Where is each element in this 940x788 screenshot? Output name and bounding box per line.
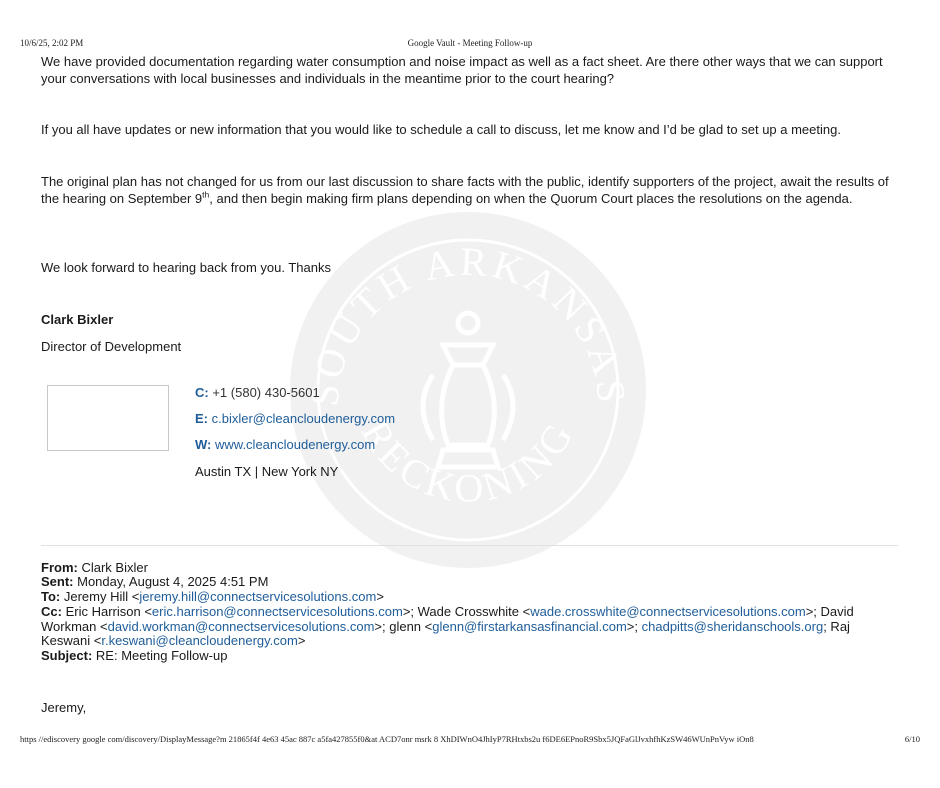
print-title: Google Vault - Meeting Follow-up: [407, 38, 533, 48]
watermark-top-text: SOUTH ARKANSAS: [301, 238, 635, 409]
paragraph-plan: [41, 174, 901, 207]
to-email-link[interactable]: jeremy.hill@connectservicesolutions.com: [139, 589, 377, 604]
from-label: From:: [41, 560, 78, 575]
cc-name-1: Eric Harrison <: [65, 604, 152, 619]
cc-email-link-3[interactable]: david.workman@connectservicesolutions.com: [107, 618, 375, 634]
signature-website: [195, 437, 375, 452]
cc-email-link-6[interactable]: r.keswani@cleancloudenergy.com: [101, 633, 298, 648]
lantern-icon: [423, 313, 513, 467]
paragraph-closing: We look forward to hearing back from you. Thanks: [41, 260, 331, 275]
watermark-bottom-text: RECKONING: [352, 412, 584, 511]
cc-name-2: >; Wade Crosswhite <: [402, 604, 531, 619]
sent-line: [41, 575, 901, 590]
signature-name: Clark Bixler: [41, 312, 114, 327]
subject-value: RE: Meeting Follow-up: [95, 648, 228, 663]
sent-value: Monday, August 4, 2025 4:51 PM: [77, 574, 269, 589]
to-name: Jeremy Hill <: [63, 589, 140, 604]
website-link[interactable]: www.cleancloudenergy.com: [215, 437, 376, 452]
print-url: https //ediscovery google com/discovery/DisplayMessage?m 21865f4f 4e63 45ac 887c a5fa427855f0&at ACD7onr msrk 8 XhDIWnO4JhIyP7RHtxbs2u f6DE6EPnoR9Sbx5JQFaGlJvxhfhKzSW46WUnPnVyw iOn8: [20, 734, 754, 744]
page-number: 6/10: [904, 734, 920, 744]
signature-phone: [195, 385, 320, 400]
ordinal-suffix: th: [202, 189, 210, 200]
subject-label: Subject:: [41, 648, 93, 663]
from-value: Clark Bixler: [81, 560, 148, 575]
paragraph-documentation: We have provided documentation regarding water consumption and noise impact as well as a fact sheet. Are there other ways that we can support your conversations with local businesses and individuals in the meantime prior to the court hearing?: [41, 54, 883, 86]
greeting: Jeremy,: [41, 700, 87, 715]
paragraph-plan-part1: The original plan has not changed for us from our last discussion to share facts with the public, identify supporters of the project, await the results of the hearing on September 9: [41, 174, 889, 206]
phone-label: C:: [195, 385, 209, 400]
signature-title: Director of Development: [41, 339, 182, 354]
subject-line: [41, 649, 901, 664]
signature-logo-placeholder: [47, 385, 169, 451]
paragraph-updates: If you all have updates or new information that you would like to schedule a call to discuss, let me know and I’d be glad to set up a meeting.: [41, 122, 841, 137]
phone-number[interactable]: +1 (580) 430-5601: [212, 385, 320, 400]
message-divider: [41, 545, 898, 546]
paragraph-plan-part2: , and then begin making firm plans depending on when the Quorum Court places the resolutions on the agenda.: [209, 190, 853, 206]
cc-line: Cc: Eric Harrison <eric.harrison@connectservicesolutions.com>; Wade Crosswhite <wade.crosswhite@connectservicesolutions.com>; David Workman <david.workman@connectservicesolutions.com>; glenn <glenn@firstarkansasfinancial.com>; chadpitts@sheridanschools.org; Raj Keswani <r.keswani@cleancloudenergy.com>: [41, 604, 854, 648]
cc-name-6: ; Raj Keswani <: [41, 618, 850, 648]
to-line: To: Jeremy Hill <jeremy.hill@connectservicesolutions.com>: [41, 589, 384, 604]
web-label: W:: [195, 437, 212, 452]
cc-email-link-5[interactable]: chadpitts@sheridanschools.org: [641, 618, 824, 634]
to-label: To:: [41, 589, 61, 604]
sent-label: Sent:: [41, 574, 74, 589]
signature-location: Austin TX | New York NY: [195, 464, 339, 479]
cc-email-link-4[interactable]: glenn@firstarkansasfinancial.com: [432, 618, 627, 634]
cc-email-link-2[interactable]: wade.crosswhite@connectservicesolutions.com: [530, 604, 806, 619]
cc-label: Cc:: [41, 604, 62, 619]
cc-name-4: >; glenn <: [374, 618, 433, 634]
email-label: E:: [195, 411, 208, 426]
signature-email: [195, 411, 395, 426]
cc-email-link-1[interactable]: eric.harrison@connectservicesolutions.com: [151, 604, 403, 619]
cc-name-3: >; David Workman <: [41, 604, 854, 634]
print-datetime: 10/6/25, 2:02 PM: [20, 38, 84, 48]
email-link[interactable]: c.bixler@cleancloudenergy.com: [211, 411, 396, 426]
svg-text:RECKONING: [353, 412, 583, 511]
